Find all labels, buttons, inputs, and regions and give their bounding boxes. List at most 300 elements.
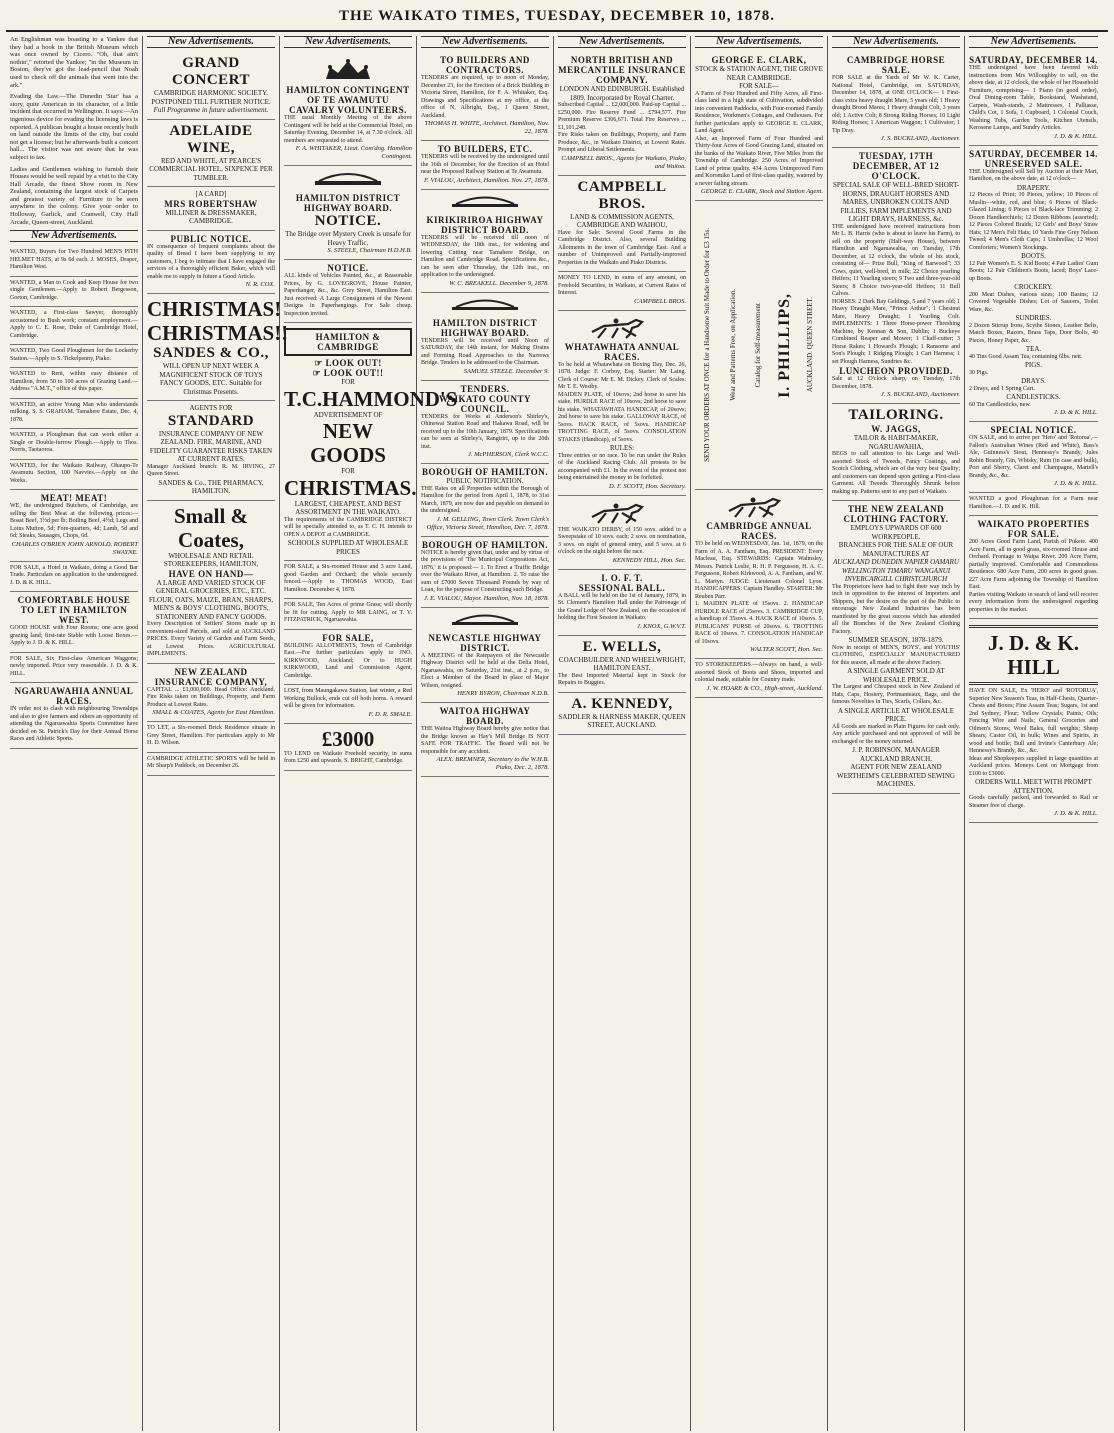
grass-sale-ad	[284, 599, 412, 630]
sandes-name: SANDES & CO.,	[153, 345, 269, 361]
branches-title: BRANCHES FOR THE SALE OF OUR MANUFACTURES AT	[838, 541, 954, 558]
waitoa-title: WAITOA HIGHWAY BOARD.	[439, 706, 531, 726]
wanted-ad-5	[10, 368, 138, 399]
special-sale-implements: HORSES: 2 Dark Bay Geldings, 5 and 7 years old; 1 Heavy Draught Mare, "Prince Arthur"; 1 Chestnut Mare, Heavy Draught; 1 Yearling Colt. IMPLEMENTS: 1 Three Horse-power Threshing Machine, by Kennan & Son, Dublin; 1 Buckeye Combined Reaper and Mower; 1 Chaff-cutter; 3 Horse Rakes; 1 Howard's Plough; 1 Ransome and Son's Plough; 1 Ridging Plough; 1 Cart Harness; 1 set Plough Harness, Sundries &c.	[832, 298, 960, 365]
hamilton-highway-signature: SAMUEL STEELE. December 9.	[463, 367, 549, 375]
meat-ad	[10, 490, 138, 562]
derby-signature: KENNEDY HILL, Hon. Sec.	[612, 556, 686, 564]
small-coates-title: Small & Coates,	[173, 503, 249, 552]
small-coates-foot: Every Description of Settlers' Stores made up in convenient-sized Parcels, and sold at AUCKLAND PRICES. Every Variety of Garden and Farm Seeds, at Lowest Prices. AGRICULTURAL IMPLEMENTS.	[147, 621, 275, 657]
column-heading: New Advertisements.	[969, 36, 1098, 48]
card-label: [A CARD]	[195, 190, 227, 198]
whatawhata-races-ad	[558, 311, 686, 496]
jdk-hill-note: Ideas and Shopkeepers supplied in large quantities at Auckland prices. Moneys Lent on Mortgage from £100 to £3000.	[969, 755, 1098, 777]
unreserved-sale-ad	[969, 146, 1098, 423]
saturday-title: SATURDAY, DECEMBER 14.	[969, 55, 1098, 65]
waikato-properties-title: WAIKATO PROPERTIES FOR SALE.	[977, 519, 1090, 539]
summer-body: Now in receipt of MEN'S, BOYS', and YOUTHS' CLOTHING, ESPECIALLY MANUFACTURED for this season, all made at the above Factory.	[832, 644, 960, 666]
races-body: To be held at Whatawhata on Boxing Day, Dec. 26, 1878. Judge: F. Corboy, Esq. Starter: Mr Laing. Clerk of Course: Mr E. M. Dickey. Clerk of Scales: Mr T. E. Westby.	[558, 361, 686, 390]
builders2-ad	[421, 141, 549, 190]
hamilton-district-ad	[284, 166, 412, 260]
sessional-signature: J. KNOX, G.W.V.T.	[637, 622, 686, 630]
races-title: WHATAWHATA ANNUAL RACES.	[564, 341, 680, 362]
cambridge-races-programme: 1. MAIDEN PLATE of 15sovs. 2. HANDICAP HURDLE RACE of 25sovs. 3. CAMBRIDGE CUP, a handicap of 35sovs. 4. HACK RACE of 10sovs. 5. PUBLICANS' PURSE of 20sovs. 6. TROTTING RACE of 10sovs. 7. CONSOLATION HANDICAP of 10sovs.	[695, 601, 823, 645]
gec-body: A Farm of Four Hundred and Fifty Acres, all First-class land in a high state of Cultivation, subdivided into convenient Paddocks, with Four-roomed Family Residence, Workmen's Cottages, and Outhouses. For further particulars apply to GEORGE E. CLARK, Land Agent.	[695, 90, 823, 134]
phillips-vertical-1: SEND YOUR ORDERS AT ONCE for a Handsome Suit Made to Order for £3 15s.	[703, 228, 712, 462]
waitoa-body: THE Waitoa Highway Board hereby give notice that the Bridge known as Hay's Mill Bridge IS NOT SAFE FOR TRAFFIC. The Board will not be responsible for any accident.	[421, 726, 549, 755]
hotel-sale-ad	[10, 562, 138, 593]
column-heading: New Advertisements.	[421, 36, 549, 48]
campbell-ad	[558, 176, 686, 273]
wanted-ad-1	[10, 246, 138, 277]
wanted-ad-7	[10, 429, 138, 460]
special-notice-ad	[969, 422, 1098, 493]
nz-insurance-title: NEW ZEALAND INSURANCE COMPANY,	[154, 666, 268, 687]
wanted-ad-3	[10, 307, 138, 345]
column-8	[965, 36, 1102, 1431]
grand-concert-body: CAMBRIDGE HARMONIC SOCIETY. POSTPONED TILL FURTHER NOTICE.	[151, 89, 271, 106]
notice2-title: NOTICE.	[327, 263, 369, 273]
borough2-body: NOTICE is hereby given that, under and by virtue of the provisions of 'The Municipal Corporations Act, 1876,' it is proposed:— 1. To Erect a Traffic Bridge over the Waikato River, at Hamilton. 2. To raise the sum of £7000 Seven Thousand Pounds by way of Loan, for the purpose of Constructing such Bridge.	[421, 549, 549, 593]
gec-body-2: Also, an Improved Farm of Four Hundred and Thirty-four Acres of Good Grazing Land, situated on the banks of the Waikato River, Five Miles from the Township of Cambridge. 250 Acres of Improved Land of prime quality. 434 Acres Unimproved Fern and Koromiko Land of first-class quality, watered by a never failing stream.	[695, 135, 823, 187]
meat-signature: CHARLES O'BRIEN JOHN ARNOLD. ROBERT SWAYNE.	[11, 540, 138, 556]
house-sale-text: FOR SALE, a Six-roomed House and 3 acre Land, good Garden and Orchard; the whole securely fenced.—Apply to THOMAS WOOD, East Hamilton. December 4, 1878.	[284, 564, 412, 593]
column-4	[417, 36, 554, 1431]
small-coates-hand: HAVE ON HAND—	[168, 568, 254, 579]
wine-title: ADELAIDE WINE,	[169, 122, 253, 156]
campbell-sub: LAND & COMMISSION AGENTS, CAMBRIDGE AND WAIHOU,	[570, 212, 674, 229]
builders-signature: THOMAS H. WHITE, Architect. Hamilton, Nov. 22, 1878.	[424, 120, 549, 135]
nz-clothing-sub: EMPLOYS UPWARDS OF 600 WORKPEOPLE.	[850, 524, 942, 541]
bridge-cut-icon	[450, 195, 520, 213]
robertshaw-trade: MILLINER & DRESSMAKER, CAMBRIDGE.	[165, 208, 257, 225]
crockery-list: 200 Meat Dishes, various sizes; 100 Basins; 12 Covered Vegetable Dishes; Lot of Saucers, Toilet Ware, &c.	[969, 291, 1098, 313]
columns	[6, 36, 1108, 1431]
orders-title: ORDERS WILL MEET WITH PROMPT ATTENTION.	[975, 778, 1092, 795]
special-notice-body: ON SALE, and to arrive per 'Hero' and 'Rotorua',— Fallon's Australian Wines (Red and White), Bass's Ale, Guinness's Stout, Hennessy's Brandy, Jules Robin Brandy, Gin, Whisky, Rum (in case and bulk), Port and Sherry, Claret and Champagne, Martell's Brandy, &c., &c.	[969, 435, 1098, 479]
for-label: FOR	[341, 378, 355, 386]
wanted-ad-8	[10, 460, 138, 491]
nz-insurance-signature: SMALL & COATES, Agents for East Hamilton.	[152, 709, 275, 716]
pigs-list: 30 Pigs.	[969, 369, 989, 376]
single-garment-title: A SINGLE GARMENT SOLD AT WHOLESALE PRICE.	[847, 667, 945, 684]
column-heading: New Advertisements.	[147, 36, 275, 48]
lend-ad	[284, 724, 412, 771]
tea-title: TEA.	[1025, 345, 1042, 353]
wanted-ad-text: WANTED, an active Young Man who understands milking. S. S. GRAHAM. Tamahere Estate, Dec. 4, 1878.	[10, 401, 138, 423]
lend-body: TO LEND on Waikato Freehold security, in sums from £250 and upwards. S. BRIGHT, Cambridge.	[284, 750, 412, 764]
kennedy-ad	[558, 693, 686, 735]
phillips-vertical-3: Catalog for Self-measurement	[754, 302, 763, 388]
builders-title: TO BUILDERS AND CONTRACTORS.	[440, 55, 530, 75]
special-notice-title: SPECIAL NOTICE.	[990, 425, 1077, 435]
hammond-name: T.C.HAMMOND'S	[284, 386, 458, 411]
tuesday-date: TUESDAY, 17TH DECEMBER, AT 12 O'CLOCK.	[852, 151, 940, 181]
saturday-title-2: SATURDAY, DECEMBER 14.	[969, 148, 1098, 159]
to-let-text: TO LET, a Six-roomed Brick Residence situate in Grey Street, Hamilton. For particulars apply to Mr H. D. Wilson.	[147, 725, 275, 746]
kirikiriroa-ad	[421, 190, 549, 293]
standard-insurance-ad	[147, 401, 275, 501]
jdk-hill-title: J. D. & K. HILL	[988, 631, 1079, 679]
robertshaw-card	[147, 187, 275, 231]
column-3	[280, 36, 458, 1431]
cambridge-sports-ad	[147, 753, 275, 776]
adelaide-wine-ad	[147, 120, 275, 188]
borough2-signature: J. E. VIALOU, Mayor. Hamilton, Nov. 18, 1878.	[424, 594, 549, 602]
wanted-ad-text: WANTED to Rent, within easy distance of Hamilton, from 50 to 100 acres of Grazing Land.—Address "A.M.T.," office of this paper.	[10, 371, 138, 393]
waikato-county-ad	[421, 381, 549, 465]
wanted-ad-6	[10, 399, 138, 430]
lovegrove-ad	[284, 260, 412, 323]
bridge-cut-icon	[450, 613, 520, 631]
builders2-title: TO BUILDERS, ETC.	[437, 144, 533, 154]
branches-list: AUCKLAND DUNEDIN NAPIER OAMARU WELLINGTON TIMARU WANGANUI INVERCARGILL CHRISTCHURCH	[833, 558, 959, 583]
waitoa-ad	[421, 703, 549, 777]
wells-sub: COACHBUILDER AND WHEELWRIGHT, HAMILTON EAST.	[558, 655, 686, 672]
drapery-list: 12 Pieces of Print; 10 Pieces, yellow; 10 Pieces of Muslin—white, red, and blue; 6 Pieces of Black-Glazed Lining; 6 Pieces of Black-lace Trimming; 2 Dozen Handkerchiefs; 12 Dozen Ribbons (assorted); 12 Pieces Colored Braids; 12 Girls' and Boys' Straw Hats; 12 Men's Felt Hats; 10 Yards Fine Grey Nelson Tweed; 4 Men's Cloth Caps; 1 Umbrellas; 12 Wool Comforters; Women's Stockings.	[969, 192, 1098, 251]
pigs-title: PIGS.	[1025, 361, 1042, 369]
newcastle-title: NEWCASTLE HIGHWAY DISTRICT.	[428, 632, 542, 653]
masthead: THE WAIKATO TIMES, TUESDAY, DECEMBER 10, 1878.	[6, 8, 1108, 32]
single-garment-body: The Largest and Cheapest stock in New Zealand of Hats, Caps, Hosiery, Portmanteaux, Bags, and the famous Novelties in Ties, Scarfs, Collars, &c.	[832, 684, 960, 705]
column-heading: New Advertisements.	[558, 36, 686, 48]
gec-for-sale: FOR SALE—	[739, 82, 779, 90]
wanted-ad-text: WANTED, a First-class Sawyer, thoroughly accustomed to Bush work; constant employment.—Apply to C. E. Rose, Duke of Cambridge Hotel, Cambridge.	[10, 310, 138, 339]
nz-clothing-ad	[832, 501, 960, 794]
borough-title: BOROUGH OF HAMILTON.	[422, 467, 548, 477]
borough-bridge-ad	[421, 537, 549, 608]
unreserved-title: UNRESERVED SALE.	[984, 158, 1083, 169]
waikato-derby-ad	[558, 496, 686, 570]
rules-title: RULES:	[609, 444, 635, 452]
money-body: MONEY TO LEND, in sums of any amount, on Freehold Securities, in Waikato, at Current Rates of Interest.	[558, 275, 686, 296]
orders-signature: J. D. & K. HILL.	[1053, 810, 1098, 817]
cavalry-body: THE usual Monthly Meeting of the above Contingent will be held at the Commercial Hotel, on Saturday Evening, December 14, at 7.30 o'clock. All members are requested to attend.	[284, 115, 412, 144]
robertshaw-name: MRS ROBERTSHAW	[164, 198, 258, 209]
storekeepers-signature: J. W. HOARE & CO., High-street, Auckland.	[706, 684, 823, 692]
waikato-properties-body: 200 Acres Good Farm Land, Parish of Pukete. 400 Acre Farm, all in good grass, six-roomed House and Orchard. Frontage to Waipa River. 200 Acre Farm, partially improved. Comfortable and Commodious Residence. 680 Acre Farm, 200 acres in good grass. 227 Acre Farm adjoining the Township of Hamilton East.	[969, 539, 1098, 590]
house-sale-ad	[284, 561, 412, 599]
jaggs-body: BEGS to call attention to his Large and Well-assorted Stock of Tweeds, Fancy Coatings, and Scotch Clothing, which are of the very best Quality; and customers can depend upon getting a First-class Garment. All Tweeds Thoroughly Shrunk before making up. Patterns sent to any part of Waikato.	[832, 451, 960, 495]
wanted-ad-text: WANTED, Buyers for Two Hundred MEN'S PITH HELMET HATS, at 9s 6d each. J. MOSES, Draper, Hamilton West.	[10, 249, 138, 271]
grand-concert-title: GRAND CONCERT	[172, 55, 250, 88]
borough-notification-ad	[421, 464, 549, 537]
kirikiriroa-signature: W. C. BREAKELL. December 9, 1878.	[449, 279, 549, 287]
cambridge-races-ad	[695, 490, 823, 659]
divider	[969, 682, 1098, 685]
wanted-ad-4	[10, 345, 138, 368]
notice-body: The Bridge over Mystery Creek is unsafe for Heavy Traffic.	[285, 230, 411, 247]
requirements-text: The requirements of the CAMBRIDGE DISTRICT will be specially attended to, as T. C. H. intends to OPEN A DEPOT at CAMBRIDGE.	[284, 516, 412, 538]
iogt-title: I. O. F. T.	[601, 572, 643, 583]
wells-ad	[558, 636, 686, 693]
candlesticks-list: 60 Tin Candlesticks, new.	[969, 401, 1031, 408]
gec-signature: GEORGE E. CLARK, Stock and Station Agent.	[700, 188, 823, 195]
newcastle-body: A MEETING of the Ratepayers of the Newcastle Highway District will be held at the Delta Hotel, Ngaruawahia, on Saturday, 21st inst., at 2 p.m., to Elect a Member of the Board in place of Major Wilson, resigned.	[421, 652, 549, 689]
lost-body: LOST, from Maungakawa Station, last winter, a Red Working Bullock, ends cut off both horns. A reward will be given for information.	[284, 688, 412, 709]
story-englishman: An Englishman was boasting to a Yankee that they had a book in the British Museum which was once owned by Cicero. "Oh, that ain't nothin'," retorted the Yankee; "in the Museum in Boston, they've got the lead-pencil that Noah used to check off the animals that went into the ark."	[10, 36, 138, 89]
builders-body: TENDERS are required, up to noon of Monday, December 23, for the Erection of a Brick Building in Victoria Street, Hamilton, for F. A. Whitaker, Esq. Drawings and Specifications at my office, at the office of N. Albright, Esq., 1 Queen Street, Auckland.	[421, 75, 549, 119]
hamilton-cambridge-banner: HAMILTON & CAMBRIDGE	[284, 328, 412, 356]
cambridge-races-title: CAMBRIDGE ANNUAL RACES.	[706, 521, 812, 541]
north-british-ad	[558, 52, 686, 176]
saturday-signature: J. D. & K. HILL.	[1053, 132, 1098, 140]
column-heading: New Advertisements.	[695, 36, 823, 48]
tea-list: 40 Tins Good Assam Tea, containing 6lbs. nett.	[969, 353, 1083, 360]
bridge-cut-icon	[450, 298, 520, 316]
racehorse-icon	[719, 495, 799, 519]
ploughman-text: WANTED a good Ploughman for a Farm near Hamilton.—J. D. and K. Hill.	[969, 496, 1098, 510]
christmas-line-2: CHRISTMAS!!	[147, 321, 289, 345]
christmas-ad	[147, 294, 289, 401]
pointing-hand-icon: ☞	[312, 368, 324, 378]
waikato-properties-ad	[969, 516, 1098, 619]
look-out-2	[284, 368, 412, 378]
waggons-sale-ad	[10, 653, 138, 684]
waggons-text: FOR SALE, Six First-class American Waggons; newly imported. Price very reasonable. J. D. & K. HILL.	[10, 655, 138, 677]
single-article-title: A SINGLE ARTICLE AT WHOLESALE PRICE.	[838, 706, 954, 723]
wanted-ad-text: WANTED, a Ploughman that can work either a Single or Double-furrow Plough.—Apply to Thos. Norris, Taotaoroa.	[10, 432, 138, 454]
cambridge-races-signature: WALTER SCOTT, Hon. Sec.	[750, 646, 823, 653]
unreserved-body: THE Undersigned will Sell by Auction at their Mart, Hamilton, on the above date, at 12 o'clock—	[969, 168, 1098, 182]
saturday-body: THE undersigned have been favored with instructions from Mrs Willoughby to sell, on the above date, at 12 o'clock, the whole of her Household Furniture, comprising— 1 Piano (in good order), Oval Dining-room Table, Bookstand, Washstand, Carpets, Wash-stands, 2 Mattresses, 1 Palliasse, Child's Cot, 1 Sofa, 1 Cupboard, 1 Colonial Couch, Washing Tubs, Garden Tools, Kitchen Utensils, Kerosene Lamps, and Sundry Articles.	[969, 65, 1098, 131]
column-1	[6, 36, 143, 1431]
schools-supplied: SCHOOLS SUPPLIED AT WHOLESALE PRICES	[287, 539, 409, 556]
wanted-ad-text: WANTED, a Man to Cook and Keep House for two single Gentlemen.—Apply to Robert Bergesson, Gorton, Cambridge.	[10, 279, 138, 301]
hammond-ad	[284, 323, 458, 561]
phillips-vertical-ad	[695, 201, 823, 490]
hamilton-highway-body: TENDERS will be received until Noon of SATURDAY, the 14th instant, for Making Drains and Forming Road Approaches to the Narrows Bridge. Tenders to be addressed to the Chairman.	[421, 337, 549, 366]
builders-ad	[421, 52, 549, 141]
racehorse-icon	[582, 501, 662, 525]
borough2-title: BOROUGH OF HAMILTON.	[422, 539, 548, 550]
kennedy-title: A. KENNEDY,	[571, 695, 673, 712]
kennedy-sub: SADDLER & HARNESS MAKER, QUEEN STREET, AUCKLAND.	[558, 712, 686, 729]
wine-body: RED AND WHITE, AT PEARCE'S COMMERCIAL HOTEL, SIXPENCE PER TUMBLER.	[149, 156, 273, 182]
for-label-2: FOR	[341, 467, 355, 475]
hotel-sale-text: FOR SALE, a Hotel in Waikato, doing a Good Bar Trade. Particulars on application to the undersigned. J. D. & K. HILL.	[10, 564, 138, 586]
robinson-signature: J. P. ROBINSON, MANAGER AUCKLAND BRANCH.	[852, 746, 940, 763]
special-sale-body: THE undersigned have received instructions from Mr L. B. Harris (who is about to leave his Farm), to sell on the property (Half-way House), between Hamilton and Ngaruawahia, on Tuesday, 17th December, at 12 o'clock, the whole of his stock, consisting of— Prize Bull, "King of Barwood"; 33 Cows, quiet, well-bred, in milk; 22 Choice yearling Heifers; 11 Yearling steers; 9 Two and three-year-old Steers; 8 Choice two-year-old Heifers; 11 Bull Calves.	[832, 223, 960, 297]
public-notice-signature: N. R. COX.	[245, 281, 275, 288]
grass-sale-text: FOR SALE, Ten Acres of prime Grass; will shortly be fit for cutting. Apply to MR LAING, or T. V. FITZPATRICK, Ngaruawahia.	[284, 602, 412, 623]
advertisement-of: ADVERTISEMENT OF	[313, 410, 383, 419]
nz-clothing-title: THE NEW ZEALAND CLOTHING FACTORY.	[843, 504, 949, 524]
ladies-gentlemen-notice: Ladies and Gentlemen wishing to furnish their Houses would be well repaid by a visit to the City Hall Arcade, the finest Show room in New Zealand, containing the largest stock of Carpets and greatest variety of Furniture to be seen anywhere in the colony. Give your order to Holloway, Garlick, and Cranwell, City Hall Arcade, Queen-street, Auckland.	[10, 165, 138, 226]
largest-assortment: LARGEST, CHEAPEST, AND BEST ASSORTMENT IN THE WAIKATO.	[294, 499, 402, 516]
waikato-county-signature: J. McPHERSON, Clerk W.C.C.	[468, 451, 549, 458]
standard-title: STANDARD	[167, 412, 255, 429]
house-title: COMFORTABLE HOUSE TO LET IN HAMILTON WEST.	[17, 595, 131, 626]
drays-title: DRAYS.	[1021, 377, 1046, 385]
north-british-body: Fire Risks taken on Buildings, Property, and Farm Produce, &c., in Waikato District, at Lowest Rates. Prompt and Liberal Settlements.	[558, 132, 686, 153]
notice-signature: S. STEELE, Chairman H.D.H.B.	[327, 247, 412, 254]
phillips-name: I. PHILLIPS,	[776, 292, 794, 398]
christmas-line-1: CHRISTMAS!	[147, 297, 282, 321]
small-coates-sub: WHOLESALE AND RETAIL STOREKEEPERS, HAMILTON,	[163, 551, 259, 568]
rules-signature: D. F. SCOTT, Hon. Secretary.	[609, 482, 686, 490]
orders-body: Goods carefully packed, and forwarded to Rail or Steamer free of charge.	[969, 795, 1098, 809]
new-goods-title: NEW GOODS	[310, 419, 386, 467]
column-6	[691, 36, 828, 1431]
cambridge-races-body: TO be held on WEDNESDAY, Jan. 1st, 1879, on the Farm of A. A. Fantham, Esq. PRESIDENT: Every Macleau, Esq. STEWARDS: Captain Walmsley, Messrs. Patrick Leslie, R. H. P. Fergusson, H. A. C. Fergusson, Robert Kirkwood, A. A. Fantham, and W. L. Martyn. JUDGE: Lieutenant Colonel Lyon. HANDICAPPERS: Captain Handley. STARTER: Mr Reuben Parr.	[695, 541, 823, 600]
storekeepers-ad	[695, 659, 823, 698]
jaggs-sub: TAILOR & HABIT-MAKER, NGARUAWAHIA,	[853, 434, 939, 451]
divider	[969, 625, 1098, 628]
horse-sale-ad	[832, 52, 960, 148]
tailoring-title: TAILORING.	[848, 407, 944, 423]
kirikiriroa-body: TENDERS will be received till noon of WEDNESDAY, the 18th inst., for widening and lowering Cutting near Tamahere Bridge, on Hamilton and Cambridge Road. Specifications &c., can be seen after Thursday, the 12th inst., on application to the undersigned.	[421, 234, 549, 278]
sessional-title: SESSIONAL BALL.	[578, 582, 666, 593]
cavalry-ad	[284, 52, 412, 166]
north-british-figures: Subscribed Capital ... £2,000,000. Paid-up Capital ... £250,000. Fire Reserve Fund ... £794,577. Fire Premium Reserve £306,671. Total Fire Reserves ... £1,101,248.	[558, 102, 686, 131]
public-notice-body: IN consequence of frequent complaints about the quality of Bread I have been supplying to my customers, I beg to intimate that I have engaged the services of a thoroughly efficient Baker, which will enable me to supply in future a Good Article.	[147, 243, 275, 280]
wanted-ad-text: WANTED, Two Good Ploughmen for the Lockerby Station.—Apply to S. Tickelpenny, Piako.	[10, 348, 138, 362]
sundries-title: SUNDRIES.	[1015, 314, 1052, 322]
public-notice-ad	[147, 231, 275, 295]
drapery-title: DRAPERY.	[1016, 183, 1051, 192]
small-coates-list: A LARGE AND VARIED STOCK OF GENERAL GROCERIES, ETC., ETC. FLOUR, OATS, MAIZE, BRAN, SHARPS, MEN'S & BOYS' CLOTHING, BOOTS, STATIONERY AND FANCY GOODS.	[148, 578, 274, 621]
bridge-cut-icon	[313, 171, 383, 191]
column-heading: New Advertisements.	[284, 36, 412, 48]
wells-body: The Best Imported Material kept in Stock for Repairs to Buggies.	[558, 672, 686, 686]
house-to-let-ad	[10, 592, 138, 653]
special-sale-ad	[832, 148, 960, 404]
waitoa-signature: ALEX. BREMNER, Secretary to the W.H.B. Piako, Dec. 2, 1878.	[436, 756, 549, 771]
public-notice-title: PUBLIC NOTICE.	[170, 233, 252, 244]
public-notification-title: PUBLIC NOTIFICATION.	[446, 477, 524, 485]
lost-bullock-ad	[284, 685, 412, 724]
north-british-sub: LONDON AND EDINBURGH. Established 1809. Incorporated by Royal Charter.	[559, 85, 685, 102]
derby-body: THE WAIKATO DERBY, of 150 sovs. added to a Sweepstake of 10 sovs. each; 2 sovs. on nomination, 3 sovs. on night of general entry, and 5 sovs. at 6 o'clock on the night before the race.	[558, 526, 686, 555]
house-body: GOOD HOUSE with Four Rooms; one acre good grazing land; first-rate Stable with Loose Boxes.—Apply to J. D. & K. HILL.	[10, 625, 138, 647]
ngaruawahia-title: NGARUAWAHIA ANNUAL RACES.	[14, 686, 134, 707]
allotments-title: FOR SALE,	[322, 632, 374, 643]
money-lend-ad	[558, 272, 686, 311]
jaggs-name: W. JAGGS,	[871, 424, 921, 434]
horse-sale-title: CAMBRIDGE HORSE SALE.	[846, 55, 946, 75]
cavalry-title: HAMILTON CONTINGENT OF TE AWAMUTU CAVALRY VOLUNTEERS.	[286, 85, 410, 115]
drays-list: 2 Drays, and 1 Spring Cart.	[969, 385, 1035, 392]
waikato-properties-body-2: Parties visiting Waikato in search of land will receive every information from the undersigned regarding properties in the market.	[969, 591, 1098, 613]
kirikiriroa-title: KIRIKIRIROA HIGHWAY DISTRICT BOARD.	[426, 214, 544, 235]
wanted-ad-2	[10, 277, 138, 308]
special-notice-signature: J. D. & K. HILL.	[1053, 480, 1098, 487]
saturday-furniture-ad	[969, 52, 1098, 146]
wanted-ad-text: WANTED, for the Waikato Railway, Ohaupo-Te Awamutu Section, 100 Navvies.—Apply on the Works.	[10, 462, 138, 484]
horse-sale-body: FOR SALE at the Yards of Mr W. K. Carter, National Hotel, Cambridge, on SATURDAY, December 14, 1878, at ONE O'CLOCK— 1 First-class extra heavy draught Mare, 5 years old; 1 Heavy draught Brood Mares; 1 Heavy draught Colt, 3 years old; 1 Active Colt; 8 Strong Riding Horses; 10 Light Riding Horses; 1 American Waggon; 1 Cultivator; 1 Tip Dray.	[832, 75, 960, 134]
newcastle-signature: HENRY BYRON, Chairman N.D.B.	[457, 690, 549, 697]
new-advertisements-heading: New Advertisements.	[10, 230, 138, 242]
column-2	[143, 36, 289, 1431]
nz-insurance-body: CAPITAL ... £1,000,000. Head Office: Auckland. Fire Risks taken on Buildings, Property, and Farm Produce at Lowest Rates.	[147, 686, 275, 708]
special-sale-title: SPECIAL SALE OF WELL-BRED SHORT-HORNS, DRAUGHT HORSES AND MARES, UNBROKEN COLTS AND FILLIES, FARM IMPLEMENTS AND LIGHT DRAYS, HARNESS, &c.	[832, 181, 960, 223]
summer-title: SUMMER SEASON, 1878-1879.	[848, 636, 944, 644]
horse-sale-signature: J. S. BUCKLAND, Auctioneer.	[880, 135, 960, 142]
races-programme: MAIDEN PLATE, of 10sovs; 2nd horse to save his stake. HURDLE RACE of 10sovs; 2nd horse to save his stake. WHATAWHATA HANDICAP, of 20sovs; 2nd horse to save his stake. GALLOWAY RACE, of 5sovs. HACK RACE, of 5sovs. HANDICAP TROTTING RACE, of 5sovs. CONSOLATION STAKES (Handicap), of 5sovs.	[558, 391, 686, 443]
christmas-title: CHRISTMAS.	[284, 475, 417, 500]
hamilton-highway-ad	[421, 293, 549, 381]
column-7	[828, 36, 965, 1431]
builders2-signature: F. VIALOU, Architect, Hamilton. Nov. 27, 1878.	[424, 176, 549, 184]
jdk-hill-body: HAVE ON SALE, Ex 'HERO' and 'ROTORUA', Superior New Season's Teas, in Half-Chests, Quarter-Chests and Boxes; Fine Assam Teas; Sugars, 1st and 2nd Sydney; Flour; Yellow Crystals; Paints; Oils; Fencing Wire and Nails; General Groceries and Oilmen's Stores; Wool Bales, full weights; Sheep Shears; Castor Oil, in bulk; Wines and Spirits, in wood and bottle; Bull and Irvine's Canterbury Ale; Hennessy's Brandy, &c., &c.	[969, 688, 1098, 754]
ngaruawahia-body: IN order not to clash with neighbouring Townships and also to give farmers and others an opportunity of attending the Ngaruawahia Sports Committee have decided on St. Patrick's Day for their Annual Horse Races and Athletic Sports.	[10, 706, 138, 743]
unreserved-signature: J. D. & K. HILL.	[1053, 409, 1098, 416]
ploughman-wanted-ad	[969, 493, 1098, 516]
gec-title: GEORGE E. CLARK,	[711, 55, 807, 65]
george-clark-ad	[695, 52, 823, 201]
column-heading: New Advertisements.	[832, 36, 960, 48]
lost-signature: F. D. R. SMALE.	[368, 710, 412, 718]
meat-title: MEAT! MEAT!	[40, 493, 108, 504]
jaggs-ad	[832, 404, 960, 501]
phillips-address: AUCKLAND. QUEEN STREET.	[805, 297, 814, 393]
north-british-signature: CAMPBELL BROS., Agents for Waikato, Piako, and Waitoa.	[561, 154, 686, 170]
north-british-title: NORTH BRITISH AND MERCANTILE INSURANCE COMPANY.	[558, 55, 686, 85]
public-notification-body: THE Rates on all Properties within the Borough of Hamilton for the period from April 1, 1878, to 31st March, 1879, are now due and payable on demand to the undersigned.	[421, 485, 549, 514]
lend-amount: £3000	[321, 726, 375, 751]
waikato-county-title: WAIKATO COUNTY COUNCIL.	[439, 393, 531, 414]
money-signature: CAMPBELL BROS.	[634, 297, 686, 305]
luncheon-note: Sale at 12 O'clock sharp, on Tuesday, 17th December, 1878.	[832, 376, 960, 390]
phillips-vertical-2: Wear and Patterns Free, on Application.	[728, 289, 737, 401]
sundries-list: 2 Dozen Stirrup Irons, Scythe Stones, Leather Belts, Match Boxes, Razors, Brass Taps, Door Bolts, 40 Pieces, Honey Paper, &c.	[969, 322, 1098, 344]
wells-title: E. WELLS,	[582, 638, 662, 655]
campbell-title: CAMPBELL BROS.	[577, 178, 667, 212]
builders2-body: TENDERS will be received by the undersigned until the 16th of December, for the Erection of an Hotel near the Proposed Railway Station at Te Awamutu.	[421, 154, 549, 175]
nz-clothing-body: The Proprietors have had to fight their way inch by inch in opposition to the interest of Importers and Shippers, but the desire on the part of the Public to encourage New Zealand Industries has been manifested by the great success which has attended all the Branches of the New Zealand Clothing Factory.	[832, 583, 960, 635]
look-out-text-1: LOOK OUT!	[325, 358, 382, 368]
storekeepers-body: TO STOREKEEPERS.—Always on hand, a well-assorted Stock of Boots and Shoes, imported and colonial made, suitable for Country trade.	[695, 662, 823, 683]
luncheon-signature: J. S. BUCKLAND, Auctioneer.	[880, 391, 960, 398]
standard-sub: INSURANCE COMPANY OF NEW ZEALAND. FIRE, MARINE, AND FIDELITY GUARANTEE RISKS TAKEN AT CURRENT RATES.	[149, 429, 273, 463]
to-let-ad	[147, 722, 275, 753]
wertheim-agent: AGENT FOR NEW ZEALAND WERTHEIM'S CELEBRATED SEWING MACHINES.	[837, 763, 955, 788]
notice2-body: ALL kinds of Vehicles Painted, &c., at Reasonable Prices, by G. LOVEGROVE, House Painter, Paperhanger, &c., &c. Grey Street, Hamilton East. Just received: A Large Consignment of the Newest Designs in Paperhangings. For Sale cheap. Inspection invited.	[284, 273, 412, 317]
look-out-text-2: LOOK OUT!!	[323, 368, 384, 378]
rules-body: Three entries or no race. To be run under the Rules of the Auckland Racing Club. All protests to be accompanied with £1. In the event of the protest not being entertained the money to be forfeited.	[558, 452, 686, 481]
luncheon: LUNCHEON PROVIDED.	[839, 366, 953, 376]
boots-list: 12 Pair Women's E. S. Kid Boots; 4 Pair Ladies' Gum Boots; 12 Pair Children's Boots, laced; Boys' Lace-up Boots.	[969, 260, 1098, 282]
sessional-ball-ad	[558, 570, 686, 636]
column-5	[554, 36, 691, 1431]
hamilton-highway-title: HAMILTON DISTRICT HIGHWAY BOARD.	[432, 317, 538, 338]
nz-insurance-ad	[147, 664, 275, 723]
sandes-sub: WILL OPEN UP NEXT WEEK A MAGNIFICENT STOCK OF TOYS FANCY GOODS, ETC. Suitable for Christmas Presents.	[159, 362, 263, 396]
cambridge-sports-text: CAMBRIDGE ATHLETIC SPORTS will be held in Mr Sharp's Paddock, on December 26.	[147, 755, 275, 769]
racehorse-icon	[582, 316, 662, 340]
sessional-body: A BALL will be held on the 1st of January, 1879, in St. Clement's Hamilton Hall under the Patronage of the Grand Lodge of New Zealand, on the occasion of holding the First Session in Waikato.	[558, 592, 686, 621]
jdk-hill-ad	[969, 619, 1098, 823]
ngaruawahia-races-ad	[10, 683, 138, 749]
single-article-body: All Goods are marked in Plain Figures for cash only. Any article purchased and not approved of will be exchanged or the money returned.	[832, 723, 960, 745]
grand-concert-note: Full Programme in future advertisement.	[153, 106, 269, 114]
waikato-county-body: TENDERS for Works at Anderson's Shirley's, Ohinewai Station Road and Hakawa Road, will be received up to the 10th January, 1879. Specifications can be seen at Shirley's, Rangiriri, up to the 20th inst.	[421, 413, 549, 450]
story-evading-law: Evading the Law.—The Dunedin 'Star' has a story, quite American in its character, of a little incident that occurred in Wellington. It says:—An ingenious device for evading the licensing laws is reported. A publican bought a house recently built on land outside the limits of the city, but could not get a license; but he afterwards built a concert hall... The visitor was not aware that he was subject to tax.	[10, 93, 138, 161]
crockery-title: CROCKERY.	[1014, 283, 1053, 291]
campbell-sale: Have for Sale: Several Good Farms in the Cambridge District. Also, several Building Allotments in the town of Cambridge East. And a number of Unimproved and Partially-improved Properties in the Waikato and Piako Districts.	[558, 229, 686, 266]
small-coates-ad	[147, 501, 275, 664]
crown-emblem-icon	[318, 57, 378, 83]
pointing-hand-icon: ☞	[314, 358, 326, 368]
tenders-title: TENDERS.	[460, 383, 510, 394]
allotments-body: BUILDING ALLOTMENTS, Town of Cambridge East.—For further particulars apply to JNO. KIRKWOOD, Auckland; Or to HUGH KIRKWOOD, Land and Commission Agent, Cambridge.	[284, 642, 412, 679]
newcastle-ad	[421, 608, 549, 704]
pharmacy: SANDES & Co., THE PHARMACY, HAMILTON.	[158, 478, 264, 495]
boots-title: BOOTS.	[1021, 252, 1046, 260]
agents-for: AGENTS FOR	[189, 404, 233, 412]
hamilton-district-title: HAMILTON DISTRICT HIGHWAY BOARD.	[295, 193, 401, 213]
